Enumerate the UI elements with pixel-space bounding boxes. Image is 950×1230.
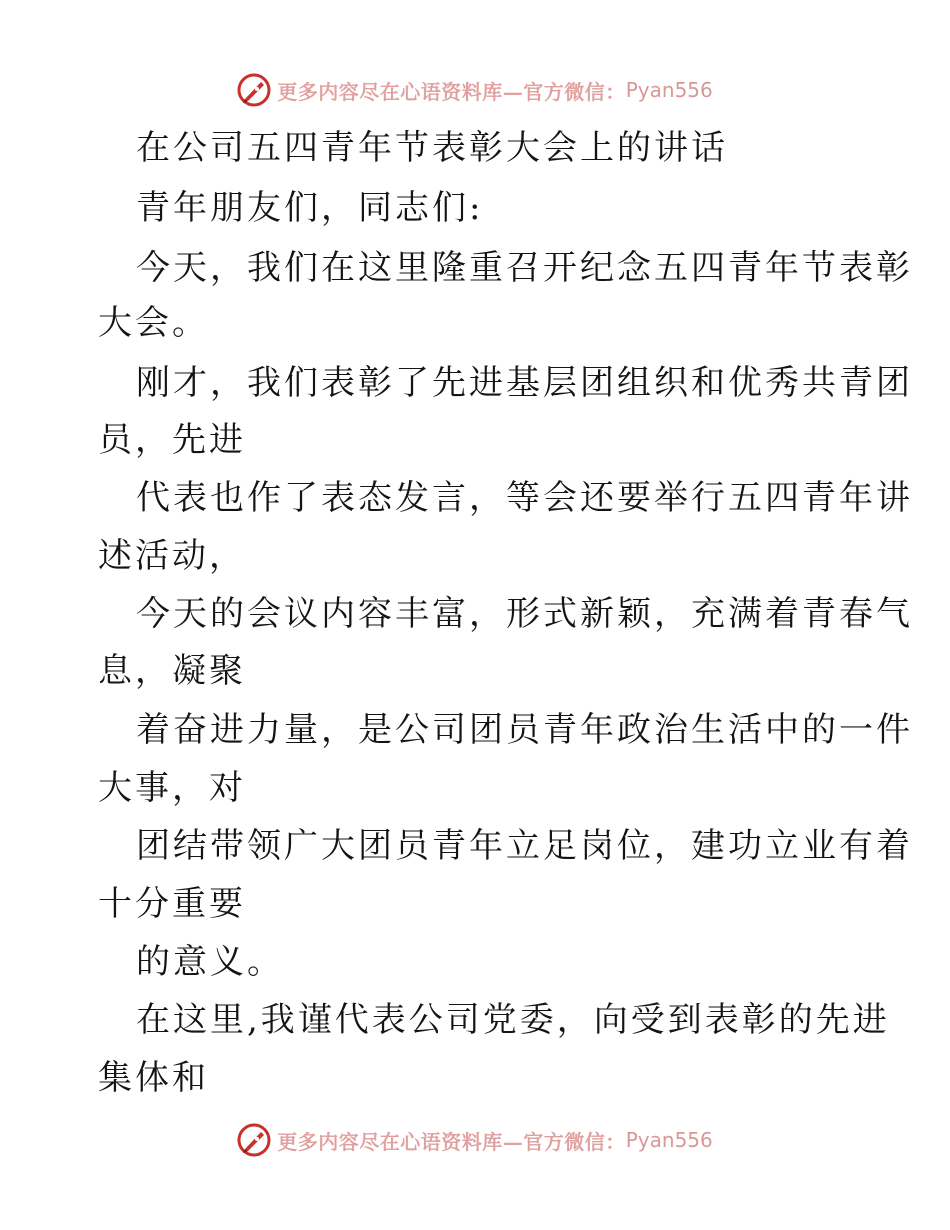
paragraph-line: 在这里,我谨代表公司党委，向受到表彰的先进: [136, 1000, 890, 1040]
paragraph-line: 的意义。: [136, 942, 284, 982]
paragraph-line: 述活动，: [98, 536, 246, 576]
paragraph-line: 刚才，我们表彰了先进基层团组织和优秀共青团: [136, 363, 913, 403]
paragraph-line: 大事，对: [98, 768, 246, 808]
banner-text: 更多内容尽在心语资料库—官方微信：: [277, 79, 626, 104]
salutation: 青年朋友们，同志们:: [136, 188, 484, 228]
paragraph-line: 今天的会议内容丰富，形式新颖，充满着青春气: [136, 594, 913, 634]
paragraph-line: 着奋进力量，是公司团员青年政治生活中的一件: [136, 710, 913, 750]
document-title: 在公司五四青年节表彰大会上的讲话: [136, 128, 728, 168]
banner-text: 更多内容尽在心语资料库—官方微信：: [277, 1129, 626, 1154]
paragraph-line: 十分重要: [98, 884, 246, 924]
paragraph-line: 团结带领广大团员青年立足岗位，建功立业有着: [136, 826, 913, 866]
paragraph-line: 代表也作了表态发言，等会还要举行五四青年讲: [136, 478, 913, 518]
banner-wechat-id: Pyan556: [625, 78, 713, 102]
paragraph-line: 员，先进: [98, 420, 246, 460]
paragraph-line: 大会。: [98, 303, 209, 343]
paragraph-line: 今天，我们在这里隆重召开纪念五四青年节表彰: [136, 248, 913, 288]
quill-pen-logo-icon: [237, 1123, 271, 1157]
paragraph-line: 集体和: [98, 1058, 209, 1098]
paragraph-line: 息，凝聚: [98, 651, 246, 691]
banner-wechat-id: Pyan556: [625, 1128, 713, 1152]
footer-banner: [0, 1120, 950, 1160]
